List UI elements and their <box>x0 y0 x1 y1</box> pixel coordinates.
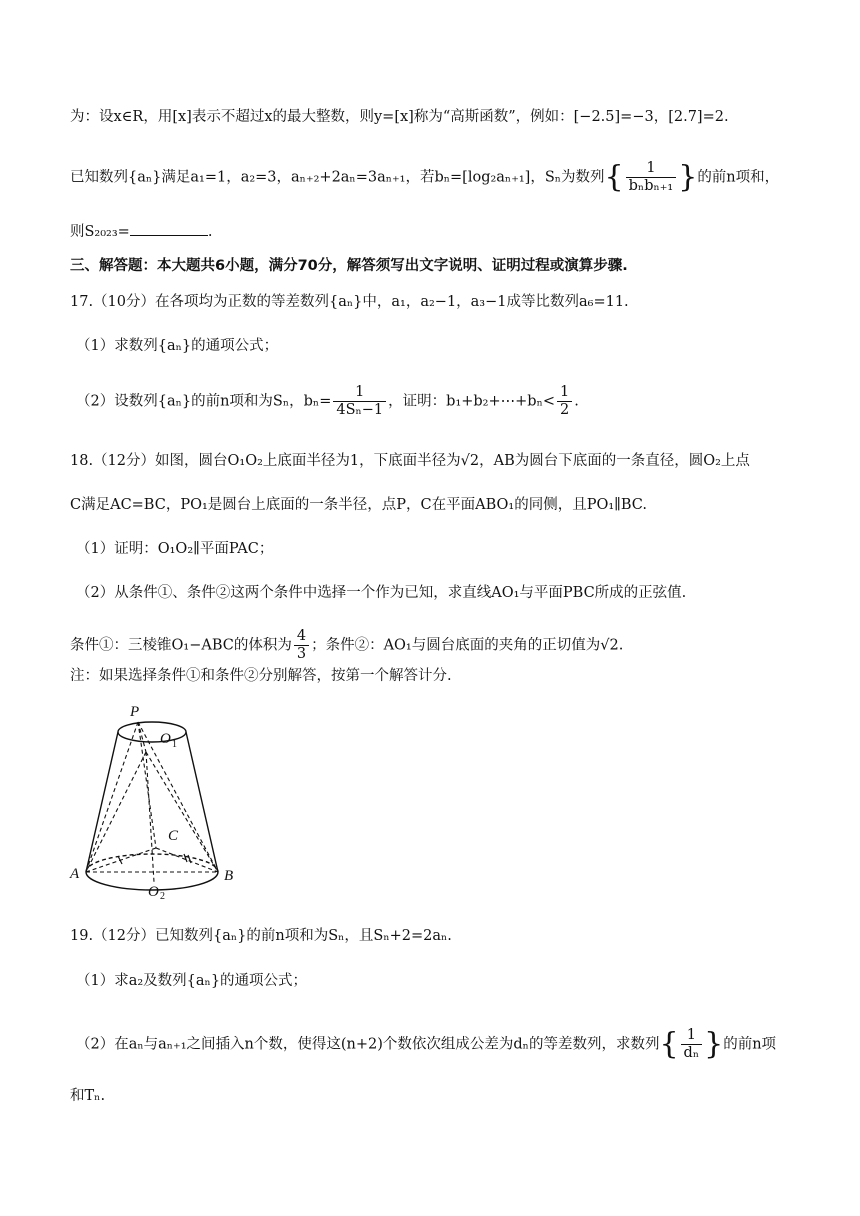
label-O1-sub: 1 <box>172 739 177 750</box>
label-A: A <box>70 866 80 882</box>
numerator: 1 <box>686 1027 696 1043</box>
frustum-figure <box>66 700 256 900</box>
q18-stem-line2: C满足AC=BC，PO₁是圆台上底面的一条半径，点P，C在平面ABO₁的同侧，且PO₁∥BC. <box>70 497 647 513</box>
segment-PO1 <box>138 722 146 752</box>
numerator: 1 <box>355 384 365 400</box>
segment-BC <box>156 848 218 872</box>
q16-line2-text: 已知数列{aₙ}满足a₁=1，a₂=3，aₙ₊₂+2aₙ=3aₙ₊₁，若bₙ=[log₂aₙ₊₁]，Sₙ为数列 <box>70 169 605 186</box>
label-O1: O <box>160 731 171 747</box>
q18-conditions <box>70 628 623 663</box>
q17-part1: （1）求数列{aₙ}的通项公式； <box>76 338 279 354</box>
label-O2: O <box>148 884 159 900</box>
right-brace: } <box>704 1026 724 1062</box>
q17-stem: 17.（10分）在各项均为正数的等差数列{aₙ}中，a₁，a₂−1，a₃−1成等比数列a₆=11. <box>70 294 629 310</box>
tick-mark-BC <box>188 855 191 863</box>
q17-part2 <box>76 384 579 419</box>
q16-period: . <box>207 224 213 240</box>
tick-mark-BC <box>184 854 187 862</box>
left-brace: { <box>604 159 624 195</box>
q17-part2-mid: ，证明：b₁+b₂+⋯+bₙ< <box>388 393 555 410</box>
q18-note: 注：如果选择条件①和条件②分别解答，按第一个解答计分. <box>70 668 452 684</box>
section-heading: 三、解答题：本大题共6小题，满分70分，解答须写出文字说明、证明过程或演算步骤. <box>70 258 628 274</box>
denominator: 4Sₙ−1 <box>333 401 386 419</box>
q18-part2: （2）从条件①、条件②这两个条件中选择一个作为已知，求直线AO₁与平面PBC所成的正弦值. <box>76 585 687 601</box>
fraction <box>294 628 309 663</box>
left-brace: { <box>659 1026 679 1062</box>
segment-AC <box>86 848 156 872</box>
label-P: P <box>130 704 140 720</box>
numerator: 1 <box>560 384 570 400</box>
denominator: 3 <box>294 645 309 663</box>
q16-line2 <box>70 160 779 195</box>
segment-O1O2 <box>146 752 154 882</box>
label-O2-sub: 2 <box>160 891 165 900</box>
q16-line2-tail: 的前n项和， <box>697 169 780 186</box>
q17-part2-end: . <box>574 393 579 410</box>
answer-blank[interactable] <box>130 221 208 236</box>
fraction <box>557 384 572 419</box>
q19-stem: 19.（12分）已知数列{aₙ}的前n项和为Sₙ，且Sₙ+2=2aₙ. <box>70 928 452 944</box>
q16-line3 <box>70 221 212 242</box>
left-generator <box>86 732 118 872</box>
segment-O1B <box>146 752 218 872</box>
q19-part2-tail: 的前n项 <box>723 1036 777 1053</box>
right-generator <box>186 732 218 872</box>
segment-PA <box>86 722 138 872</box>
label-C: C <box>168 828 179 844</box>
q19-part1: （1）求a₂及数列{aₙ}的通项公式； <box>76 973 308 989</box>
numerator: 4 <box>296 628 307 644</box>
bottom-ellipse-back <box>86 854 218 872</box>
q16-line1: 为：设x∈R，用[x]表示不超过x的最大整数，则y=[x]称为“高斯函数”，例如：[−2.5]=−3，[2.7]=2. <box>70 109 729 125</box>
fraction <box>681 1027 703 1062</box>
fraction <box>333 384 386 419</box>
denominator: 2 <box>557 401 572 419</box>
label-B: B <box>224 868 234 884</box>
segment-PB <box>138 722 218 872</box>
right-brace: } <box>678 159 698 195</box>
fraction <box>626 160 677 195</box>
denominator: dₙ <box>681 1044 703 1062</box>
q16-answer-prefix: 则S₂₀₂₃= <box>70 224 130 240</box>
q18-condition1-text: 条件①：三棱锥O₁−ABC的体积为 <box>70 637 292 654</box>
q18-condition2-text: ；条件②：AO₁与圆台底面的夹角的正切值为√2. <box>311 637 624 654</box>
q19-part2-cont: 和Tₙ. <box>70 1088 106 1104</box>
q18-stem-line1: 18.（12分）如图，圆台O₁O₂上底面半径为1，下底面半径为√2，AB为圆台下底面的一条直径，圆O₂上点 <box>70 453 750 469</box>
q18-part1: （1）证明：O₁O₂∥平面PAC； <box>76 541 274 557</box>
q19-part2-text: （2）在aₙ与aₙ₊₁之间插入n个数，使得这(n+2)个数依次组成公差为dₙ的等差数列，求数列 <box>76 1036 660 1053</box>
numerator: 1 <box>646 160 656 176</box>
q19-part2 <box>76 1027 776 1062</box>
q17-part2-text: （2）设数列{aₙ}的前n项和为Sₙ，bₙ= <box>76 393 332 410</box>
denominator: bₙbₙ₊₁ <box>626 177 677 195</box>
